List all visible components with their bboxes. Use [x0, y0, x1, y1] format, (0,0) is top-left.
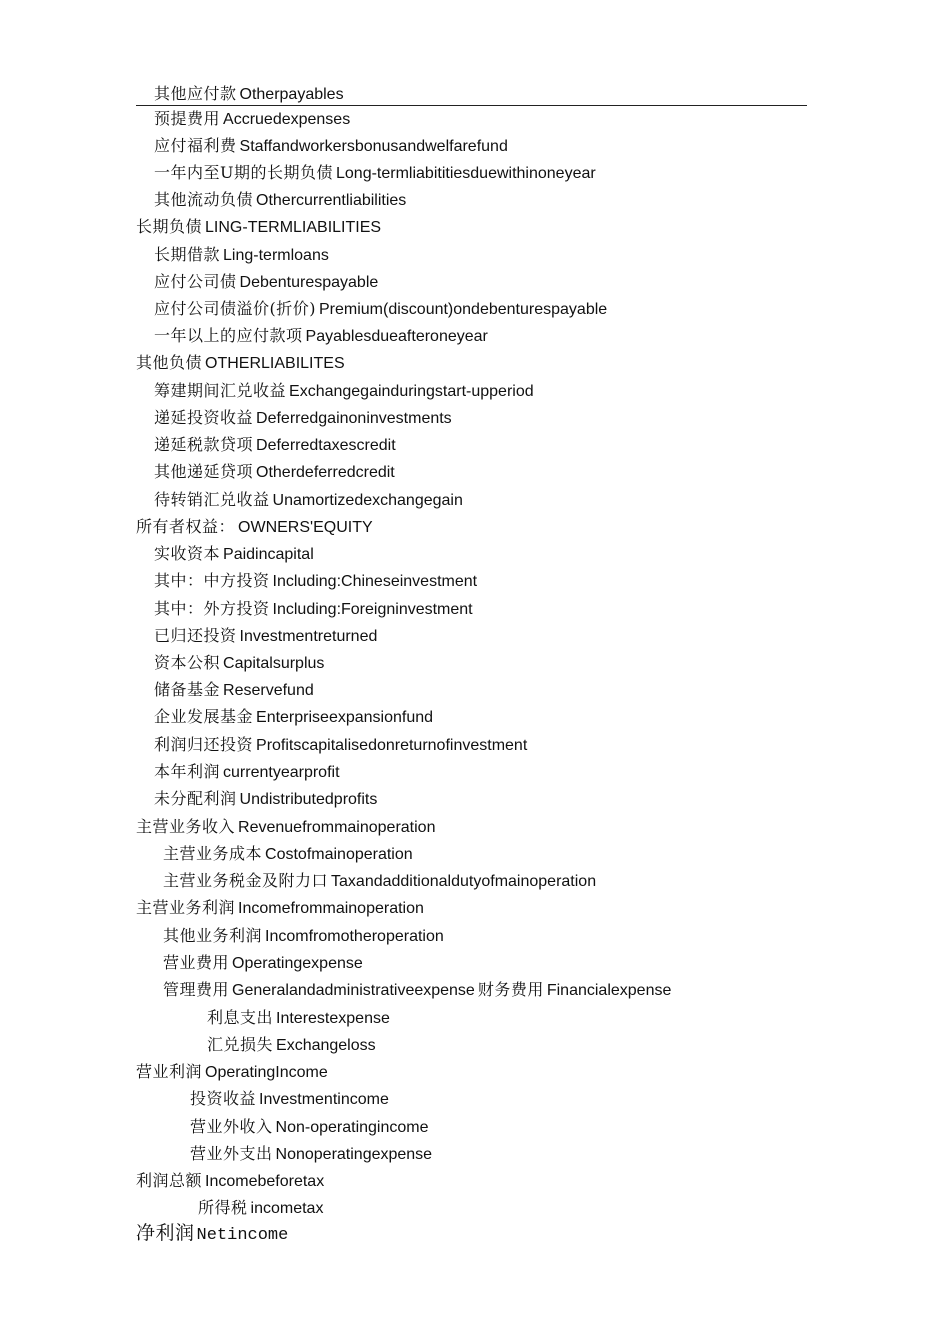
entry-undistributed-profits: [154, 789, 377, 809]
entry-zh: 其他业务利润: [163, 926, 263, 945]
entry-startup-exchange-gain: [154, 381, 534, 401]
entry-zh: 递延投资收益: [154, 408, 254, 427]
entry-tax-main-operation: [163, 871, 596, 891]
heading-operating-income: [136, 1062, 328, 1082]
entry-zh: 其中：外方投资: [154, 599, 270, 618]
entry-other-current-liabilities: [154, 190, 406, 210]
entry-en: Operatingexpense: [232, 955, 363, 972]
entry-zh: 待转销汇兑收益: [154, 490, 270, 509]
entry-en: Premium(discount)ondebenturespayable: [319, 301, 608, 318]
entry-zh: 资本公积: [154, 653, 221, 672]
heading-net-income: [136, 1221, 288, 1245]
heading-long-term-liabilities: [136, 217, 381, 237]
entry-welfare-fund: [154, 136, 508, 156]
entry-en: incometax: [250, 1200, 324, 1217]
entry-cost-main-operation: [163, 844, 413, 864]
entry-zh: 未分配利润: [154, 789, 237, 808]
entry-en: Otherpayables: [239, 86, 344, 103]
heading-other-liabilities: [136, 353, 345, 373]
entry-en: Including:Foreigninvestment: [272, 601, 473, 618]
entry-en: Nonoperatingexpense: [275, 1146, 433, 1163]
entry-zh: 主营业务收入: [136, 817, 236, 836]
entry-zh: 一年以上的应付款项: [154, 326, 303, 345]
entry-income-tax: [198, 1198, 323, 1218]
entry-en: Payablesdueafteroneyear: [305, 328, 488, 345]
entry-deferred-taxes-credit: [154, 435, 396, 455]
entry-en: Exchangeloss: [276, 1037, 376, 1054]
entry-zh: 营业费用: [163, 953, 230, 972]
entry-en: Including:Chineseinvestment: [272, 573, 478, 590]
entry-en: Generalandadministrativeexpense: [232, 982, 475, 999]
entry-en: Taxandadditionaldutyofmainoperation: [331, 873, 597, 890]
entry-en: Otherdeferredcredit: [256, 464, 395, 481]
entry-payables-after-year: [154, 326, 488, 346]
entry-paid-in-capital: [154, 544, 314, 564]
entry-zh: 本年利润: [154, 762, 221, 781]
entry-non-operating-income: [190, 1117, 429, 1137]
entry-en: LING-TERMLIABILITIES: [205, 219, 382, 236]
entry-en: Incomefrommainoperation: [238, 900, 424, 917]
entry-zh: 主营业务税金及附力口: [163, 871, 329, 890]
entry-zh: 利润归还投资: [154, 735, 254, 754]
entry-current-year-profit: [154, 762, 340, 782]
entry-zh: 一年内至U期的长期负债: [154, 163, 333, 182]
entry-zh: 投资收益: [190, 1089, 257, 1108]
entry-long-term-due-within-year: [154, 163, 596, 183]
entry-en: Incomfromotheroperation: [265, 928, 444, 945]
entry-deferred-gain-investments: [154, 408, 452, 428]
entry-en-second: Financialexpense: [546, 982, 672, 999]
heading-main-income: [136, 898, 424, 918]
entry-zh: 预提费用: [154, 109, 221, 128]
entry-zh: 筹建期间汇兑收益: [154, 381, 287, 400]
entry-unamortized-exchange-gain: [154, 490, 463, 510]
entry-interest-expense: [207, 1008, 390, 1028]
entry-zh: 其中：中方投资: [154, 571, 270, 590]
entry-en: Costofmainoperation: [265, 846, 413, 863]
entry-zh: 汇兑损失: [207, 1035, 274, 1054]
entry-zh: 营业利润: [136, 1062, 203, 1081]
entry-en: Reservefund: [223, 682, 314, 699]
entry-en: Revenuefrommainoperation: [238, 819, 436, 836]
entry-zh: 应付公司债: [154, 272, 237, 291]
entry-other-operation-income: [163, 926, 444, 946]
entry-en: Non-operatingincome: [275, 1119, 429, 1136]
entry-accrued-expenses: [154, 109, 350, 129]
entry-zh-second: 财务费用: [477, 980, 544, 999]
entry-zh: 利息支出: [207, 1008, 274, 1027]
entry-en: Exchangegainduringstart-upperiod: [289, 383, 534, 400]
entry-en: Enterpriseexpansionfund: [256, 709, 434, 726]
entry-en: OTHERLIABILITES: [205, 355, 345, 372]
entry-investment-returned: [154, 626, 377, 646]
entry-zh: 实收资本: [154, 544, 221, 563]
entry-profits-capitalised: [154, 735, 527, 755]
entry-en: Debenturespayable: [239, 274, 379, 291]
entry-capital-surplus: [154, 653, 324, 673]
entry-debenture-premium: [154, 299, 607, 319]
entry-en: Investmentreturned: [239, 628, 378, 645]
entry-zh: 所得税: [198, 1198, 248, 1217]
entry-reserve-fund: [154, 680, 314, 700]
entry-investment-income: [190, 1089, 389, 1109]
entry-zh: 应付福利费: [154, 136, 237, 155]
entry-en: Deferredtaxescredit: [256, 437, 396, 454]
entry-zh: 净利润: [136, 1222, 195, 1244]
entry-en: Othercurrentliabilities: [256, 192, 407, 209]
entry-zh: 长期负债: [136, 217, 203, 236]
heading-main-revenue: [136, 817, 435, 837]
entry-chinese-investment: [154, 571, 477, 591]
header-rule: [136, 105, 807, 106]
entry-zh: 主营业务成本: [163, 844, 263, 863]
entry-en: Undistributedprofits: [239, 791, 378, 808]
entry-non-operating-expense: [190, 1144, 432, 1164]
entry-other-payables: [154, 84, 344, 104]
entry-zh: 所有者权益：: [136, 517, 236, 536]
entry-en: currentyearprofit: [223, 764, 340, 781]
entry-en: OWNERS'EQUITY: [238, 519, 373, 536]
entry-en: Capitalsurplus: [223, 655, 325, 672]
entry-zh: 其他递延贷项: [154, 462, 254, 481]
entry-en: Incomebeforetax: [205, 1173, 325, 1190]
entry-admin-and-financial-expense: [163, 980, 671, 1000]
entry-operating-expense: [163, 953, 363, 973]
entry-zh: 其他应付款: [154, 84, 237, 103]
entry-en: Ling-termloans: [223, 247, 329, 264]
entry-en: Profitscapitalisedonreturnofinvestment: [256, 737, 528, 754]
entry-zh: 长期借款: [154, 245, 221, 264]
entry-en: Staffandworkersbonusandwelfarefund: [239, 138, 508, 155]
entry-zh: 储备基金: [154, 680, 221, 699]
entry-en: Investmentincome: [259, 1091, 389, 1108]
entry-zh: 其他负债: [136, 353, 203, 372]
entry-zh: 管理费用: [163, 980, 230, 999]
entry-zh: 营业外收入: [190, 1117, 273, 1136]
entry-other-deferred-credit: [154, 462, 395, 482]
entry-debentures-payable: [154, 272, 378, 292]
entry-en: Netincome: [196, 1226, 289, 1245]
entry-foreign-investment: [154, 599, 473, 619]
entry-en: Interestexpense: [276, 1010, 390, 1027]
entry-zh: 主营业务利润: [136, 898, 236, 917]
entry-en: Accruedexpenses: [223, 111, 351, 128]
entry-zh: 利润总额: [136, 1171, 203, 1190]
entry-zh: 其他流动负债: [154, 190, 254, 209]
entry-en: Unamortizedexchangegain: [272, 492, 463, 509]
entry-exchange-loss: [207, 1035, 376, 1055]
entry-en: Paidincapital: [223, 546, 314, 563]
entry-zh: 营业外支出: [190, 1144, 273, 1163]
entry-long-term-loans: [154, 245, 329, 265]
entry-en: Long-termliabititiesduewithinoneyear: [336, 165, 596, 182]
heading-income-before-tax: [136, 1171, 324, 1191]
entry-zh: 应付公司债溢价(折价): [154, 299, 316, 318]
entry-en: Deferredgainoninvestments: [256, 410, 452, 427]
entry-zh: 已归还投资: [154, 626, 237, 645]
heading-owners-equity: [136, 517, 373, 537]
entry-zh: 企业发展基金: [154, 707, 254, 726]
entry-zh: 递延税款贷项: [154, 435, 254, 454]
entry-en: OperatingIncome: [205, 1064, 328, 1081]
entry-expansion-fund: [154, 707, 433, 727]
